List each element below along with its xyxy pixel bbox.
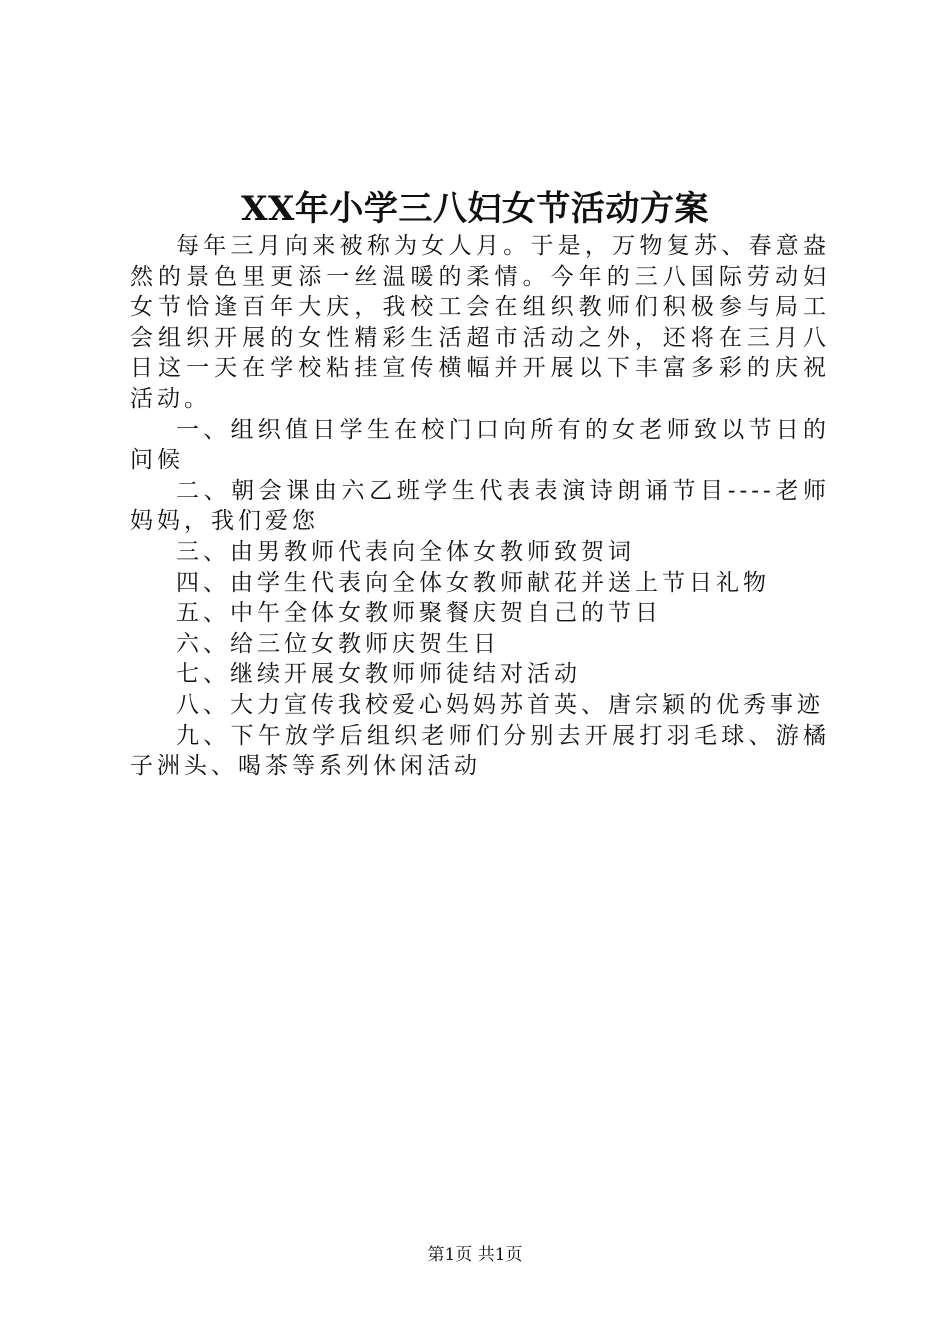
list-item-1: 一、组织值日学生在校门口向所有的女老师致以节日的问候 (130, 416, 830, 474)
intro-paragraph: 每年三月向来被称为女人月。于是，万物复苏、春意盎然的景色里更添一丝温暖的柔情。今年的三八国际劳动妇女节恰逢百年大庆，我校工会在组织教师们积极参与局工会组织开展的女性精彩生活超市活动之外，还将在三月八日这一天在学校粘挂宣传横幅并开展以下丰富多彩的庆祝活动。 (130, 233, 830, 412)
list-item-2: 二、朝会课由六乙班学生代表表演诗朗诵节目----老师妈妈，我们爱您 (130, 477, 830, 535)
document-body (130, 231, 830, 782)
list-item-4: 四、由学生代表向全体女教师献花并送上节日礼物 (176, 569, 770, 596)
document-title: XX年小学三八妇女节活动方案 (241, 189, 709, 229)
list-item-8: 八、大力宣传我校爱心妈妈苏首英、唐宗颖的优秀事迹 (176, 691, 824, 718)
list-item-7: 七、继续开展女教师师徒结对活动 (176, 661, 581, 688)
page-footer: 第1页 共1页 (427, 1245, 523, 1265)
list-item-3: 三、由男教师代表向全体女教师致贺词 (176, 538, 635, 565)
list-item-6: 六、给三位女教师庆贺生日 (176, 630, 500, 657)
list-item-5: 五、中午全体女教师聚餐庆贺自己的节日 (176, 600, 662, 627)
list-item-9: 九、下午放学后组织老师们分别去开展打羽毛球、游橘子洲头、喝茶等系列休闲活动 (130, 722, 830, 780)
